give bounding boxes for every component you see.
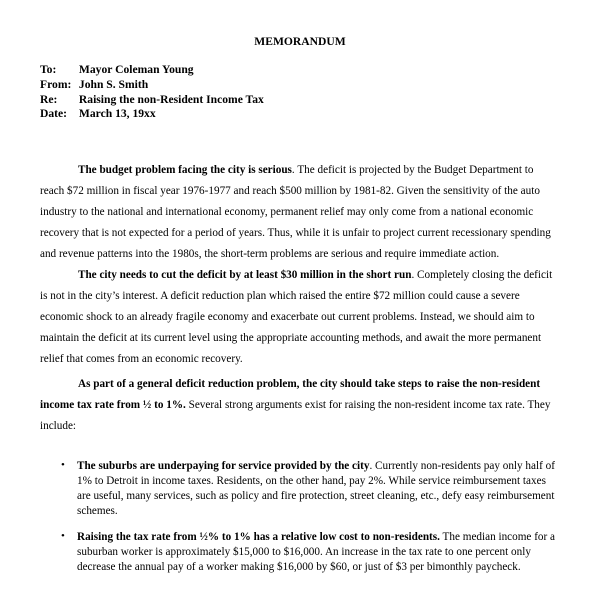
paragraph-1-line-1: [40, 160, 560, 181]
paragraph-1-line-2: reach $72 million in fiscal year 1976-1977 and reach $500 million by 1981-82. Given the sensitivity of the auto: [40, 185, 540, 197]
bullet-1-icon: •: [61, 459, 65, 471]
paragraph-1: [40, 160, 560, 265]
bullet-2-lead: Raising the tax rate from ½% to 1% has a relative low cost to non-residents.: [77, 531, 440, 543]
re-value: Raising the non-Resident Income Tax: [78, 93, 264, 106]
re-line: [40, 93, 264, 107]
paragraph-2-line-4: maintain the deficit at its current level using the appropriate accounting methods, and await the more permanent: [40, 332, 542, 344]
bullet-1-text: [77, 459, 567, 519]
paragraph-3-line-1: [40, 374, 560, 395]
paragraph-2-line-3: economic shock to an already fragile economy and exacerbate out current problems. Instead, we should aim to: [40, 311, 535, 323]
date-line: [40, 107, 156, 121]
bullet-2-icon: •: [61, 530, 65, 542]
paragraph-3-lead-3: income tax rate from ½ to 1%.: [40, 399, 186, 411]
paragraph-2-lead: The city needs to cut the deficit by at least $30 million in the short run: [78, 269, 412, 281]
to-value: Mayor Coleman Young: [78, 63, 194, 76]
paragraph-1-lead: The budget problem facing the city is serious: [78, 164, 292, 176]
bullet-1-text-1: . Currently non-residents pay only half of: [369, 460, 555, 472]
paragraph-1-text-1: . The deficit is projected by the Budget Department to: [291, 164, 534, 176]
paragraph-3-line-3: include:: [40, 420, 77, 432]
paragraph-3-text-2: Several strong arguments exist for raising the non-resident income tax rate. They: [185, 399, 551, 411]
paragraph-3: [40, 374, 560, 437]
bullet-1-line-1: [77, 459, 567, 474]
date-value: March 13, 19xx: [78, 107, 156, 120]
paragraph-1-line-3: industry to the national and international economy, permanent relief may only come from a national economic: [40, 206, 534, 218]
bullet-1-line-2: 1% to Detroit in income taxes. Residents, on the other hand, pay 2%. While service reimbursement taxes: [77, 475, 546, 487]
from-line: [40, 78, 148, 92]
bullet-2-line-3: decrease the annual pay of a worker making $16,000 by $60, or just of $3 per bimonthly paycheck.: [77, 561, 521, 573]
from-label: From:: [40, 78, 72, 91]
date-label: Date:: [40, 107, 68, 120]
bullet-1-line-4: schemes.: [77, 505, 118, 517]
to-label: To:: [40, 63, 57, 76]
paragraph-2-line-5: relief that comes from an economic recovery.: [40, 353, 243, 365]
bullet-2-text: [77, 530, 567, 575]
memo-title: MEMORANDUM: [254, 35, 346, 48]
bullet-1-line-3: are useful, many services, such as policy and fire protection, street cleaning, etc., defy easy reimbursement: [77, 490, 555, 502]
paragraph-2-line-2: is not in the city’s interest. A deficit reduction plan which raised the entire $72 million could cause a severe: [40, 290, 520, 302]
paragraph-2: [40, 265, 560, 370]
paragraph-3-line-2: [40, 395, 560, 416]
from-value: John S. Smith: [78, 78, 149, 91]
bullet-1-lead: The suburbs are underpaying for service provided by the city: [77, 460, 370, 472]
paragraph-2-line-1: [40, 265, 560, 286]
paragraph-1-line-4: recovery that is not expected for a period of years. Thus, while it is unfair to project current recessionary spending: [40, 227, 551, 239]
re-label: Re:: [40, 93, 58, 106]
paragraph-3-lead-1: As part of a: [78, 378, 138, 390]
to-line: [40, 63, 194, 77]
bullet-2-line-1: [77, 530, 567, 545]
paragraph-3-lead-2: general deficit reduction problem, the city should take steps to raise the non-resident: [137, 378, 541, 390]
paragraph-1-line-5: and revenue patterns into the 1980s, the short-term problems are serious and require immediate action.: [40, 248, 500, 260]
paragraph-2-text-1: . Completely closing the deficit: [411, 269, 553, 281]
bullet-2-text-1: The median income for a: [439, 531, 555, 543]
bullet-2-line-2: suburban worker is approximately $15,000 to $16,000. An increase in the tax rate to one percent only: [77, 546, 531, 558]
